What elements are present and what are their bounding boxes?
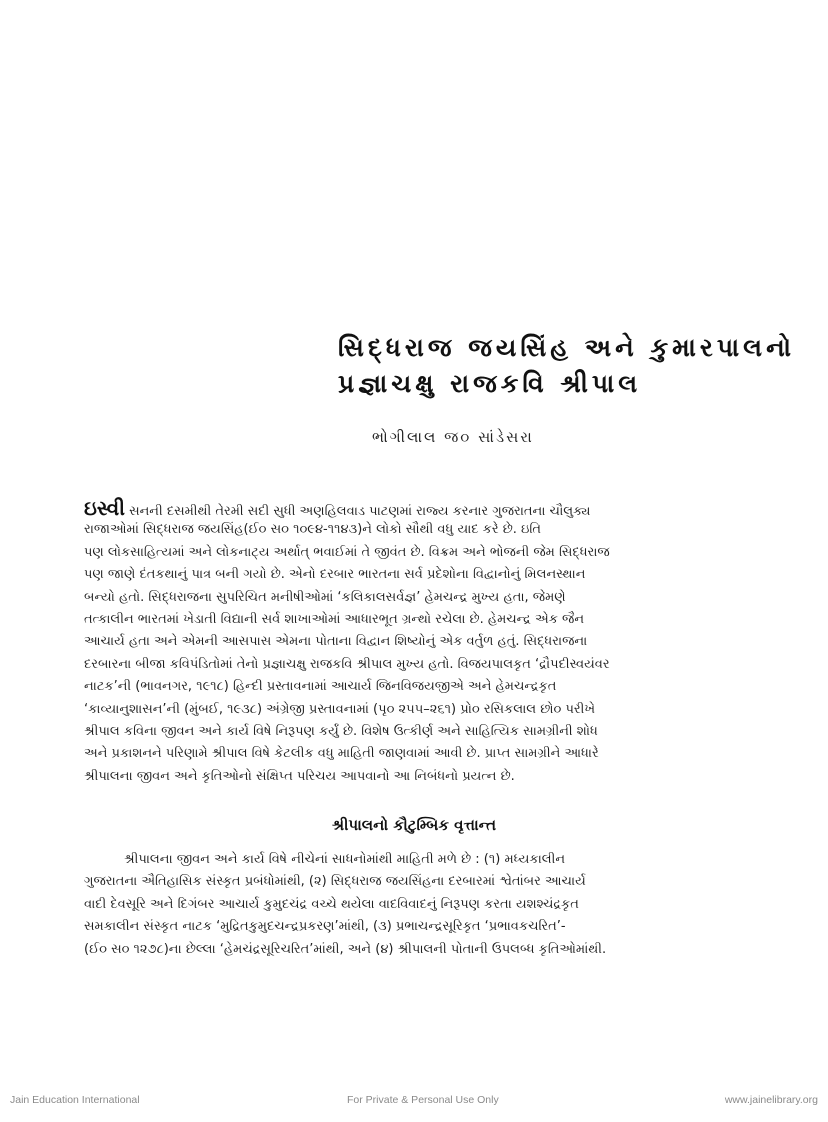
paragraph-line <box>84 497 744 519</box>
paragraph-line: નાટક’ની (ભાવનગર, ૧૯૧૮) હિન્દી પ્રસ્તાવનામાં આચાર્ય જિનવિજયજીએ અને હેમચન્દ્રકૃત <box>84 679 557 695</box>
paragraph-line: સમકાલીન સંસ્કૃત નાટક ‘મુદ્રિતકુમુદચન્દ્રપ્રકરણ’માંથી, (૩) પ્રભાચન્દ્રસૂરિકૃત ‘પ્રભાવકચરિત’- <box>84 919 566 935</box>
paragraph-line: શ્રીપાલના જીવન અને કાર્ય વિષે નીચેનાં સાધનોમાંથી માહિતી મળે છે : (૧) મધ્યકાલીન <box>124 852 566 867</box>
section-paragraph <box>84 849 744 961</box>
title-line-1: સિદ્ધરાજ જયસિંહ અને કુમારપાલનો <box>338 333 795 362</box>
line-text: સનની દસમીથી તેરમી સદી સુધી અણહિલવાડ પાટણમાં રાજ્ય કરનાર ગુજરાતના ચૌલુક્ય <box>124 504 591 519</box>
paragraph-line: શ્રીપાલના જીવન અને કૃતિઓનો સંક્ષિપ્ત પરિચય આપવાનો આ નિબંધનો પ્રયત્ન છે. <box>84 768 515 784</box>
paragraph-line: દરબારના બીજા કવિપંડિતોમાં તેનો પ્રજ્ઞાચક્ષુ રાજકવિ શ્રીપાલ મુખ્ય હતો. વિજયપાલકૃત ‘દ્રૌપદીસ્વયંવર <box>84 656 610 672</box>
footer-website-link[interactable]: www.jainelibrary.org <box>724 1094 818 1106</box>
paragraph-line: અને પ્રકાશનને પરિણામે શ્રીપાલ વિષે કેટલીક વધુ માહિતી જાણવામાં આવી છે. પ્રાપ્ત સામગ્રીને આધારે <box>84 746 599 762</box>
title-line-2: પ્રજ્ઞાચક્ષુ રાજકવિ શ્રીપાલ <box>338 369 642 398</box>
paragraph-line: (ઈ૦ સ૦ ૧૨૭૮)ના છેલ્લા ‘હેમચંદ્રસૂરિચરિત’માંથી, અને (૪) શ્રીપાલની પોતાની ઉપલબ્ધ કૃતિઓમાંથી. <box>84 941 607 957</box>
paragraph-line: આચાર્ય હતા અને એમની આસપાસ એમના પોતાના વિદ્વાન શિષ્યોનું એક વર્તુળ હતું. સિદ્ધરાજના <box>84 634 588 650</box>
author-name: ભોગીલાલ જ૦ સાંડેસરા <box>372 428 534 446</box>
footer-publisher: Jain Education International <box>10 1094 140 1106</box>
paragraph-line: તત્કાલીન ભારતમાં ખેડાતી વિદ્યાની સર્વ શાખાઓમાં આધારભૂત ગ્રન્થો રચેલા છે. હેમચન્દ્ર એક જૈન <box>84 611 585 627</box>
paragraph-line: રાજાઓમાં સિદ્ધરાજ જયસિંહ(ઈ૦ સ૦ ૧૦૯૪-૧૧૪૩)ને લોકો સૌથી વધુ યાદ કરે છે. ઇતિ <box>84 522 541 538</box>
paragraph-line: ગુજરાતના ઐતિહાસિક સંસ્કૃત પ્રબંધોમાંથી, (૨) સિદ્ધરાજ જયસિંહના દરબારમાં શ્વેતાંબર આચાર્ય <box>84 874 586 890</box>
article-title <box>338 330 795 402</box>
paragraph-line: પણ જાણે દંતકથાનું પાત્ર બની ગયો છે. એનો દરબાર ભારતના સર્વ પ્રદેશોના વિદ્વાનોનું મિલનસ્થાન <box>84 567 586 583</box>
paragraph-line: બન્યો હતો. સિદ્ધરાજના સુપરિચિત મનીષીઓમાં ‘કલિકાલસર્વજ્ઞ’ હેમચન્દ્ર મુખ્ય હતા, જેમણે <box>84 589 566 605</box>
footer-usage-notice: For Private & Personal Use Only <box>347 1094 499 1106</box>
section-heading: શ્રીપાલનો કૌટુમ્બિક વૃત્તાન્ત <box>331 816 497 834</box>
paragraph-line: પણ લોકસાહિત્યમાં અને લોકનાટ્ય અર્થાત્ ભવાઈમાં તે જીવંત છે. વિક્રમ અને ભોજની જેમ સિદ્ધરાજ <box>84 544 610 560</box>
intro-paragraph <box>84 497 744 788</box>
paragraph-line: ‘કાવ્યાનુશાસન’ની (મુંબઈ, ૧૯૩૮) અંગ્રેજી પ્રસ્તાવનામાં (પૃ૦ ૨૫૫–૨૬૧) પ્રો૦ રસિકલાલ છો૦ પરીખે <box>84 701 596 717</box>
drop-cap: ઇસ્વી <box>84 497 125 520</box>
paragraph-line: શ્રીપાલ કવિના જીવન અને કાર્ય વિષે નિરૂપણ કર્યું છે. વિશેષ ઉત્કીર્ણ અને સાહિત્યિક સામગ્રીની શોધ <box>84 723 598 739</box>
paragraph-line: વાદી દેવસૂરિ અને દિગંબર આચાર્ય કુમુદચંદ્ર વચ્ચે થયેલા વાદવિવાદનું નિરૂપણ કરતા યશશ્ચંદ્રકૃત <box>84 896 579 912</box>
